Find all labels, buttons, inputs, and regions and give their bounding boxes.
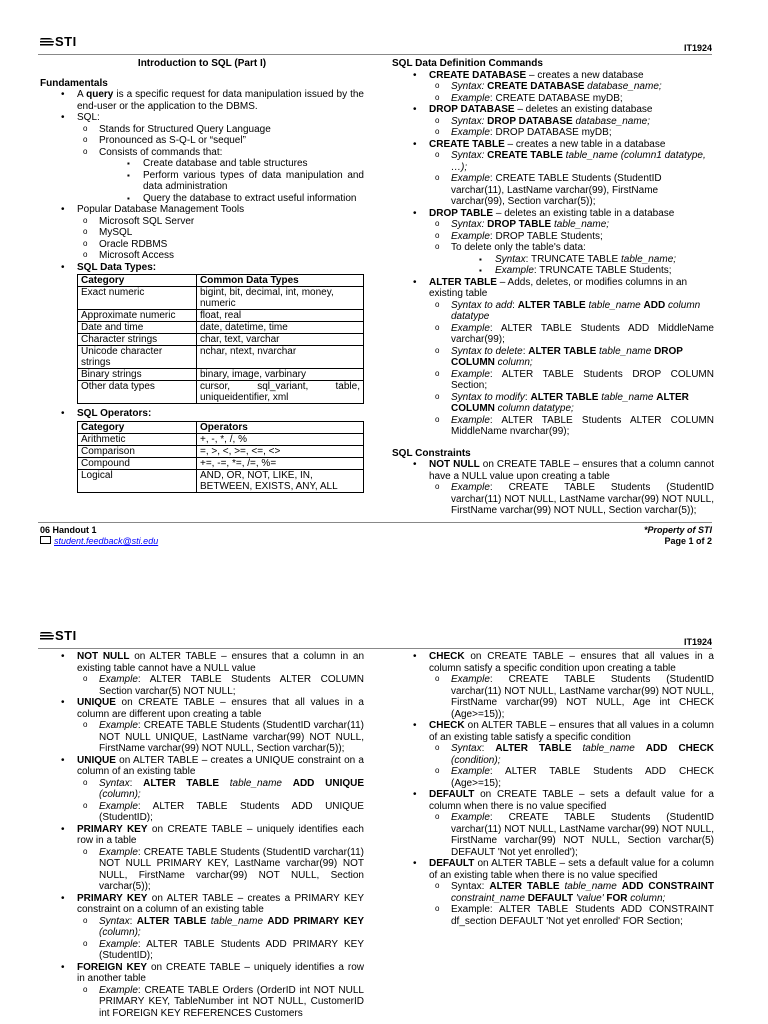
list-item: ▪ Query the database to extract useful information xyxy=(121,193,364,205)
list-item: o Example: ALTER TABLE Students DROP COLUMN Section; xyxy=(429,369,714,392)
list-item: o Example: ALTER TABLE Students ADD CHECK (Age>=15); xyxy=(429,766,714,789)
list-item: o Example: ALTER TABLE Students ADD PRIMARY KEY (StudentID); xyxy=(77,939,364,962)
table-row: Unicode character strings nchar, ntext, nvarchar xyxy=(78,346,364,369)
table-row: Character strings char, text, varchar xyxy=(78,334,364,346)
list-item: o Syntax: DROP TABLE table_name; xyxy=(429,219,714,231)
list-item: • DEFAULT on ALTER TABLE – sets a default value for a column of an existing table when there is no value specified o Syntax: ALTER TABLE table_name ADD CONSTRAINT constraint_name DEFAULT 'value' FOR column; o Example: ALTER TABLE Students ADD CONSTRAINT df_section DEFAULT 'Not yet enrolled' FOR Section; xyxy=(392,858,714,927)
header-rule xyxy=(38,54,712,55)
list-item: • SQL Operators: Category Operators Arithmetic +, -, *, /, % Comparison =, >, <, >=, <=, <> Compound +=, -=, *=, /=, %= Logical AND, OR, NOT, LIKE, IN, BETWEEN, EXISTS, ANY, ALL xyxy=(40,408,364,493)
list-item: • CHECK on ALTER TABLE – ensures that all values in a column of an existing table satisfy a specific condition o Syntax: ALTER TABLE table_name ADD CHECK (condition); o Example: ALTER TABLE Students ADD CHECK (Age>=15); xyxy=(392,720,714,789)
constraints-list-right xyxy=(392,651,714,927)
table-row: Arithmetic +, -, *, /, % xyxy=(78,433,364,445)
table-header: Operators xyxy=(197,421,364,433)
list-item: o Syntax to delete: ALTER TABLE table_name DROP COLUMN column; xyxy=(429,346,714,369)
list-item: ▪ Example: TRUNCATE TABLE Students; xyxy=(473,265,714,277)
list-item: ▪ Perform various types of data manipulation and data administration xyxy=(121,170,364,193)
list-item: o Syntax: ALTER TABLE table_name ADD CHECK (condition); xyxy=(429,743,714,766)
sti-logo xyxy=(40,630,77,642)
footer-rule xyxy=(38,522,712,523)
list-item: • UNIQUE on CREATE TABLE – ensures that all values in a column are different upon creating a table o Example: CREATE TABLE Students (StudentID varchar(11) NOT NULL UNIQUE, LastName varchar(99) NOT NULL, FirstName varchar(99) NOT NULL, Section varchar(5)); xyxy=(40,697,364,755)
list-item: o Oracle RDBMS xyxy=(77,239,364,251)
sti-logo-swoosh-icon xyxy=(40,38,54,47)
header-rule xyxy=(38,648,712,649)
page1-left-column xyxy=(40,58,364,497)
list-item: ▪ Create database and table structures xyxy=(121,158,364,170)
page-2 xyxy=(0,620,768,1024)
constraints-heading: SQL Constraints xyxy=(392,447,471,459)
handout-label: 06 Handout 1 xyxy=(40,525,97,535)
document-code: IT1924 xyxy=(683,637,712,647)
list-item: o Example: CREATE TABLE Students (StudentID varchar(11) NOT NULL UNIQUE, LastName varchar(99) NOT NULL, FirstName varchar(99) NOT NULL, Section varchar(5)); xyxy=(77,720,364,755)
list-item: • DEFAULT on CREATE TABLE – sets a default value for a column when there is no value specified o Example: CREATE TABLE Students (StudentID varchar(11) NOT NULL, LastName varchar(99) NOT NULL, FirstName varchar(99) NOT NULL, Section varchar(5) DEFAULT 'Not yet enrolled'); xyxy=(392,789,714,858)
table-row: Other data types cursor, sql_variant, table, uniqueidentifier, xml xyxy=(78,381,364,404)
list-item: o Example: CREATE TABLE Students (StudentID varchar(11) NOT NULL, LastName varchar(99) NOT NULL, FirstName varchar(99) NOT NULL, Age int CHECK (Age>=15)); xyxy=(429,674,714,720)
ddl-list xyxy=(392,70,714,438)
footer-left xyxy=(40,525,158,547)
list-item: o Syntax to add: ALTER TABLE table_name ADD column datatype xyxy=(429,300,714,323)
list-item: o Pronounced as S-Q-L or “sequel” xyxy=(77,135,364,147)
list-item: o Stands for Structured Query Language xyxy=(77,124,364,136)
table-header: Category xyxy=(78,421,197,433)
page-number: Page 1 of 2 xyxy=(664,536,712,546)
list-item: ▪ Syntax: TRUNCATE TABLE table_name; xyxy=(473,254,714,266)
list-item: o Example: DROP TABLE Students; xyxy=(429,231,714,243)
table-row: Logical AND, OR, NOT, LIKE, IN, BETWEEN, EXISTS, ANY, ALL xyxy=(78,469,364,492)
list-item: o Microsoft Access xyxy=(77,250,364,262)
sti-logo xyxy=(40,36,77,48)
sti-logo-text: STI xyxy=(55,34,77,49)
list-item: • PRIMARY KEY on ALTER TABLE – creates a PRIMARY KEY constraint on a column of an existing table o Syntax: ALTER TABLE table_name ADD PRIMARY KEY (column); o Example: ALTER TABLE Students ADD PRIMARY KEY (StudentID); xyxy=(40,893,364,962)
list-item: o Syntax: CREATE DATABASE database_name; xyxy=(429,81,714,93)
document-code: IT1924 xyxy=(683,43,712,53)
table-header: Common Data Types xyxy=(197,275,364,287)
list-item: o Syntax: ALTER TABLE table_name ADD CONSTRAINT constraint_name DEFAULT 'value' FOR column; xyxy=(429,881,714,904)
list-item: o Syntax: CREATE TABLE table_name (column1 datatype, …); xyxy=(429,150,714,173)
list-item: o Example: CREATE TABLE Students (StudentID varchar(11), LastName varchar(99), FirstName varchar(99), Section varchar(5)); xyxy=(429,173,714,208)
list-item: o MySQL xyxy=(77,227,364,239)
list-item: o Microsoft SQL Server xyxy=(77,216,364,228)
list-item: • PRIMARY KEY on CREATE TABLE – uniquely identifies each row in a table o Example: CREATE TABLE Students (StudentID varchar(11) NOT NULL PRIMARY KEY, LastName varchar(99) NOT NULL, FirstName varchar(99) NOT NULL, Section varchar(5)); xyxy=(40,824,364,893)
list-item: • NOT NULL on CREATE TABLE – ensures that a column cannot have a NULL value upon creating a table o Example: CREATE TABLE Students (StudentID varchar(11) NOT NULL, LastName varchar(99) NOT NULL, FirstName varchar(99) NOT NULL, Section varchar(5)); xyxy=(392,459,714,517)
document-title: Introduction to SQL (Part I) xyxy=(137,58,267,69)
list-item: o Syntax: DROP DATABASE database_name; xyxy=(429,116,714,128)
list-item: o Example: CREATE TABLE Students (StudentID varchar(11) NOT NULL, LastName varchar(99) NOT NULL, FirstName varchar(99) NOT NULL, Section varchar(5)); xyxy=(429,482,714,517)
feedback-email-link[interactable]: student.feedback@sti.edu xyxy=(54,536,159,546)
list-item: • FOREIGN KEY on CREATE TABLE – uniquely identifies a row in another table o Example: CREATE TABLE Orders (OrderID int NOT NULL PRIMARY KEY, TableNumber int NOT NULL, CustomerID int FOREIGN KEY REFERENCES Customers xyxy=(40,962,364,1020)
sti-logo-text: STI xyxy=(55,628,77,643)
table-row: Compound +=, -=, *=, /=, %= xyxy=(78,457,364,469)
list-item: o Syntax: ALTER TABLE table_name ADD UNIQUE (column); xyxy=(77,778,364,801)
list-item: • SQL: o Stands for Structured Query Language o Pronounced as S-Q-L or “sequel” o Consists of commands that: ▪ Create database and table structures ▪ Perform various types of data manipulation and data administration ▪ Query the database to extract useful information xyxy=(40,112,364,204)
list-item: o Syntax to modify: ALTER TABLE table_name ALTER COLUMN column datatype; xyxy=(429,392,714,415)
list-item: • DROP TABLE – deletes an existing table in a database o Syntax: DROP TABLE table_name; o Example: DROP TABLE Students; o To delete only the table's data: ▪ Syntax: TRUNCATE TABLE table_name; ▪ Example: TRUNCATE TABLE Students; xyxy=(392,208,714,277)
list-item: • SQL Data Types: Category Common Data Types Exact numeric bigint, bit, decimal, int, money, numeric Approximate numeric float, real Date and time date, datetime, time Character strings char, text, varchar Unicode character strings nchar, ntext, nvarchar Binary strings binary, image, varbinary Other data types cursor, sql_variant, table, uniqueidentifier, xml xyxy=(40,262,364,405)
list-item: o To delete only the table's data: ▪ Syntax: TRUNCATE TABLE table_name; ▪ Example: TRUNCATE TABLE Students; xyxy=(429,242,714,277)
list-item: • Popular Database Management Tools o Microsoft SQL Server o MySQL o Oracle RDBMS o Microsoft Access xyxy=(40,204,364,262)
list-item: o Syntax: ALTER TABLE table_name ADD PRIMARY KEY (column); xyxy=(77,916,364,939)
list-item: o Example: ALTER TABLE Students ALTER COLUMN MiddleName nvarchar(99); xyxy=(429,415,714,438)
list-item: • NOT NULL on ALTER TABLE – ensures that a column in an existing table cannot have a NULL value o Example: ALTER TABLE Students ALTER COLUMN Section varchar(5) NOT NULL; xyxy=(40,651,364,697)
constraints-list xyxy=(392,459,714,517)
list-item: • CHECK on CREATE TABLE – ensures that all values in a column satisfy a specific condition upon creating a table o Example: CREATE TABLE Students (StudentID varchar(11) NOT NULL, LastName varchar(99) NOT NULL, FirstName varchar(99) NOT NULL, Age int CHECK (Age>=15)); xyxy=(392,651,714,720)
list-item: • A query is a specific request for data manipulation issued by the end-user or the application to the DBMS. xyxy=(40,89,364,112)
footer-right xyxy=(644,525,712,547)
list-item: o Example: ALTER TABLE Students ADD CONSTRAINT df_section DEFAULT 'Not yet enrolled' FOR Section; xyxy=(429,904,714,927)
fundamentals-list xyxy=(40,89,364,493)
list-item: o Example: CREATE TABLE Students (StudentID varchar(11) NOT NULL PRIMARY KEY, LastName varchar(99) NOT NULL, FirstName varchar(99) NOT NULL, Section varchar(5)); xyxy=(77,847,364,893)
table-row: Approximate numeric float, real xyxy=(78,310,364,322)
page2-right-column xyxy=(392,651,714,927)
fundamentals-heading: Fundamentals xyxy=(40,77,108,89)
table-row: Comparison =, >, <, >=, <=, <> xyxy=(78,445,364,457)
list-item: • DROP DATABASE – deletes an existing database o Syntax: DROP DATABASE database_name; o Example: DROP DATABASE myDB; xyxy=(392,104,714,139)
list-item: o Example: CREATE TABLE Students (StudentID varchar(11) NOT NULL, LastName varchar(99) NOT NULL, FirstName varchar(99) NOT NULL, Section varchar(5) DEFAULT 'Not yet enrolled'); xyxy=(429,812,714,858)
table-row: Exact numeric bigint, bit, decimal, int, money, numeric xyxy=(78,287,364,310)
table-row: Binary strings binary, image, varbinary xyxy=(78,369,364,381)
property-label: *Property of STI xyxy=(643,525,712,535)
ddl-heading: SQL Data Definition Commands xyxy=(392,58,543,69)
list-item: • CREATE TABLE – creates a new table in a database o Syntax: CREATE TABLE table_name (column1 datatype, …); o Example: CREATE TABLE Students (StudentID varchar(11), LastName varchar(99), FirstName varchar(99), Section varchar(5)); xyxy=(392,139,714,208)
list-item: • ALTER TABLE – Adds, deletes, or modifies columns in an existing table o Syntax to add: ALTER TABLE table_name ADD column datatype o Example: ALTER TABLE Students ADD MiddleName varchar(99); o Syntax to delete: ALTER TABLE table_name DROP COLUMN column; o Example: ALTER TABLE Students DROP COLUMN Section; o Syntax to modify: ALTER TABLE table_name ALTER COLUMN column datatype; o Example: ALTER TABLE Students ALTER COLUMN MiddleName nvarchar(99); xyxy=(392,277,714,438)
page1-right-column xyxy=(392,58,714,517)
list-item: o Example: ALTER TABLE Students ADD MiddleName varchar(99); xyxy=(429,323,714,346)
list-item: o Example: ALTER TABLE Students ADD UNIQUE (StudentID); xyxy=(77,801,364,824)
list-item: o Example: ALTER TABLE Students ALTER COLUMN Section varchar(5) NOT NULL; xyxy=(77,674,364,697)
list-item: • UNIQUE on ALTER TABLE – creates a UNIQUE constraint on a column of an existing table o Syntax: ALTER TABLE table_name ADD UNIQUE (column); o Example: ALTER TABLE Students ADD UNIQUE (StudentID); xyxy=(40,755,364,824)
list-item: o Example: CREATE TABLE Orders (OrderID int NOT NULL PRIMARY KEY, TableNumber int NOT NULL, CustomerID int FOREIGN KEY REFERENCES Customers xyxy=(77,985,364,1020)
email-icon xyxy=(40,536,51,544)
page2-left-column xyxy=(40,651,364,1019)
list-item: o Consists of commands that: ▪ Create database and table structures ▪ Perform various types of data manipulation and data administration ▪ Query the database to extract useful information xyxy=(77,147,364,205)
constraints-list-continued xyxy=(40,651,364,1019)
data-types-table xyxy=(77,274,364,404)
table-row: Date and time date, datetime, time xyxy=(78,322,364,334)
operators-table xyxy=(77,421,364,493)
sti-logo-swoosh-icon xyxy=(40,632,54,641)
list-item: o Example: DROP DATABASE myDB; xyxy=(429,127,714,139)
list-item: • CREATE DATABASE – creates a new database o Syntax: CREATE DATABASE database_name; o Example: CREATE DATABASE myDB; xyxy=(392,70,714,105)
table-header: Category xyxy=(78,275,197,287)
list-item: o Example: CREATE DATABASE myDB; xyxy=(429,93,714,105)
